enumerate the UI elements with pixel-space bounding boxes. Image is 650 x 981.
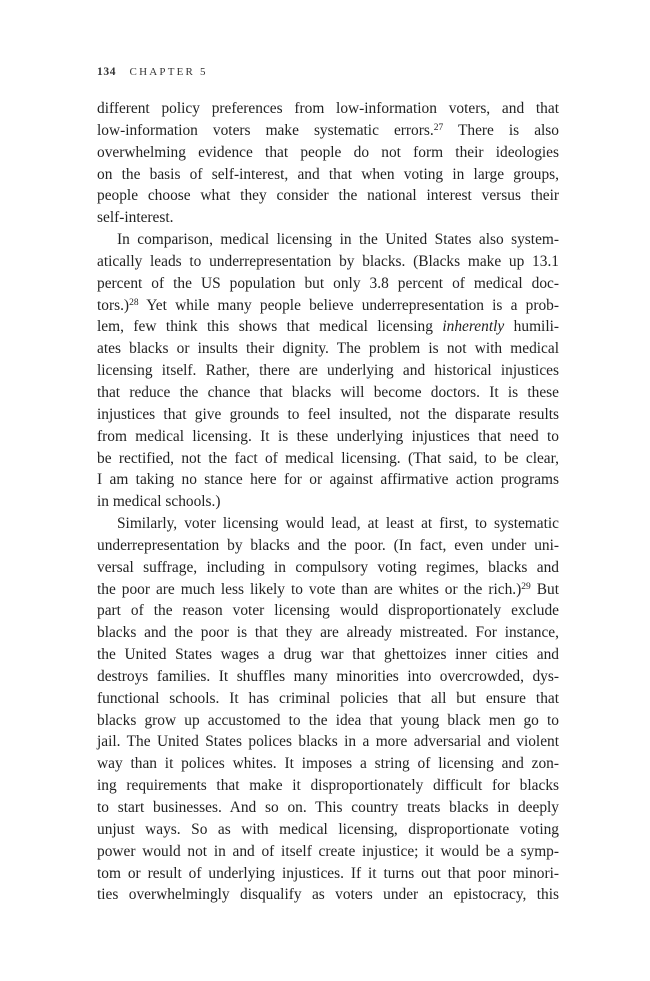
text-line-content: blacks and the poor is that they are already mistreated. For instance, bbox=[97, 624, 559, 642]
text-line-content: jail. The United States polices blacks in a more adversarial and violent bbox=[97, 733, 559, 751]
text-line-content: people choose what they consider the national interest versus their bbox=[97, 187, 559, 205]
text-line-content: ates blacks or insults their dignity. The problem is not with medical bbox=[97, 340, 559, 358]
text-line bbox=[97, 797, 559, 819]
text-line bbox=[97, 404, 559, 426]
text-line bbox=[97, 338, 559, 360]
text-line bbox=[97, 295, 559, 317]
text-line-content: underrepresentation by blacks and the poor. (In fact, even under uni- bbox=[97, 536, 559, 554]
text-line-content: destroys families. It shuffles many minorities into overcrowded, dys- bbox=[97, 667, 559, 685]
text-line-content: tom or result of underlying injustices. If it turns out that poor minori- bbox=[97, 864, 559, 882]
text-line-content: self-interest. bbox=[97, 209, 174, 227]
text-line-content: Similarly, voter licensing would lead, at least at first, to systematic bbox=[117, 515, 559, 533]
text-line bbox=[97, 448, 559, 470]
text-line bbox=[97, 469, 559, 491]
page-number: 134 bbox=[97, 66, 117, 78]
text-line-content: I am taking no stance here for or against affirmative action programs bbox=[97, 471, 559, 489]
text-line-continuation: There is also bbox=[443, 121, 559, 139]
text-line-content: low-information voters make systematic errors. bbox=[97, 121, 434, 139]
text-line bbox=[97, 753, 559, 775]
text-line bbox=[97, 710, 559, 732]
text-line-content: percent of the US population but only 3.8 percent of medical doc- bbox=[97, 274, 559, 292]
text-line bbox=[97, 688, 559, 710]
text-line bbox=[97, 579, 559, 601]
text-line bbox=[97, 819, 559, 841]
text-line-content: blacks grow up accustomed to the idea that young black men go to bbox=[97, 711, 559, 729]
text-line-continuation: humili- bbox=[504, 318, 559, 336]
text-line-content: ing requirements that make it disproportionately difficult for blacks bbox=[97, 777, 559, 795]
text-line-content: to start businesses. And so on. This country treats blacks in deeply bbox=[97, 799, 559, 816]
text-line bbox=[97, 273, 559, 295]
text-line bbox=[97, 207, 559, 229]
text-line-content: be rectified, not the fact of medical licensing. (That said, to be clear, bbox=[97, 449, 559, 467]
text-line bbox=[97, 98, 559, 120]
text-line-content: that reduce the chance that blacks will become doctors. It is these bbox=[97, 383, 559, 401]
text-line-content: licensing itself. Rather, there are underlying and historical injustices bbox=[97, 362, 559, 380]
text-line-content: part of the reason voter licensing would disproportionately exclude bbox=[97, 602, 559, 620]
text-line bbox=[97, 142, 559, 164]
text-line bbox=[97, 731, 559, 753]
text-line bbox=[97, 884, 559, 906]
text-line-content: atically leads to underrepresentation by blacks. (Blacks make up 13.1 bbox=[97, 252, 559, 270]
text-line bbox=[97, 666, 559, 688]
text-line bbox=[97, 382, 559, 404]
text-line-content: In comparison, medical licensing in the United States also system- bbox=[117, 231, 559, 249]
footnote-marker[interactable]: 29 bbox=[521, 581, 531, 592]
text-line bbox=[97, 426, 559, 448]
text-line-content: injustices that give grounds to feel insulted, not the disparate results bbox=[97, 405, 559, 423]
text-line bbox=[97, 316, 559, 338]
text-line bbox=[97, 775, 559, 797]
text-line-content: lem, few think this shows that medical licensing bbox=[97, 318, 443, 336]
chapter-label: CHAPTER 5 bbox=[129, 66, 208, 78]
text-line-content: power would not in and of itself create injustice; it would be a symp- bbox=[97, 842, 559, 860]
text-line bbox=[97, 863, 559, 885]
text-line-content: tors.) bbox=[97, 296, 130, 314]
text-line bbox=[97, 513, 559, 535]
text-line-content: different policy preferences from low-information voters, and that bbox=[97, 100, 559, 117]
text-line-content: on the basis of self-interest, and that when voting in large groups, bbox=[97, 165, 559, 183]
text-line-content: the poor are much less likely to vote than are whites or the rich.) bbox=[97, 580, 522, 598]
footnote-marker[interactable]: 28 bbox=[129, 297, 139, 308]
text-line-content: way than it polices whites. It imposes a string of licensing and zon- bbox=[97, 755, 559, 773]
text-line bbox=[97, 251, 559, 273]
text-line bbox=[97, 841, 559, 863]
body-text bbox=[97, 98, 559, 906]
text-line bbox=[97, 644, 559, 666]
text-line-content: in medical schools.) bbox=[97, 493, 221, 511]
text-line bbox=[97, 535, 559, 557]
text-line-content: overwhelming evidence that people do not form their ideologies bbox=[97, 143, 559, 161]
text-line bbox=[97, 229, 559, 251]
text-line-continuation: Yet while many people believe underrepresentation is a prob- bbox=[138, 296, 559, 314]
text-line-content: from medical licensing. It is these underlying injustices that need to bbox=[97, 427, 559, 445]
running-header bbox=[97, 66, 208, 78]
text-line bbox=[97, 164, 559, 186]
text-line bbox=[97, 185, 559, 207]
text-line bbox=[97, 622, 559, 644]
footnote-marker[interactable]: 27 bbox=[433, 122, 444, 133]
text-line-content: functional schools. It has criminal policies that all but ensure that bbox=[97, 689, 559, 707]
text-line-content: unjust ways. So as with medical licensing, disproportionate voting bbox=[97, 820, 559, 838]
text-line bbox=[97, 600, 559, 622]
text-line-content: ties overwhelmingly disqualify as voters under an epistocracy, this bbox=[97, 886, 559, 904]
text-line bbox=[97, 491, 559, 513]
text-line bbox=[97, 360, 559, 382]
emphasized-word: inherently bbox=[442, 318, 505, 336]
text-line-continuation: But bbox=[530, 580, 559, 598]
text-line-content: the United States wages a drug war that ghettoizes inner cities and bbox=[97, 646, 559, 664]
text-line bbox=[97, 120, 559, 142]
text-line-content: versal suffrage, including in compulsory voting regimes, blacks and bbox=[97, 558, 559, 576]
text-line bbox=[97, 557, 559, 579]
